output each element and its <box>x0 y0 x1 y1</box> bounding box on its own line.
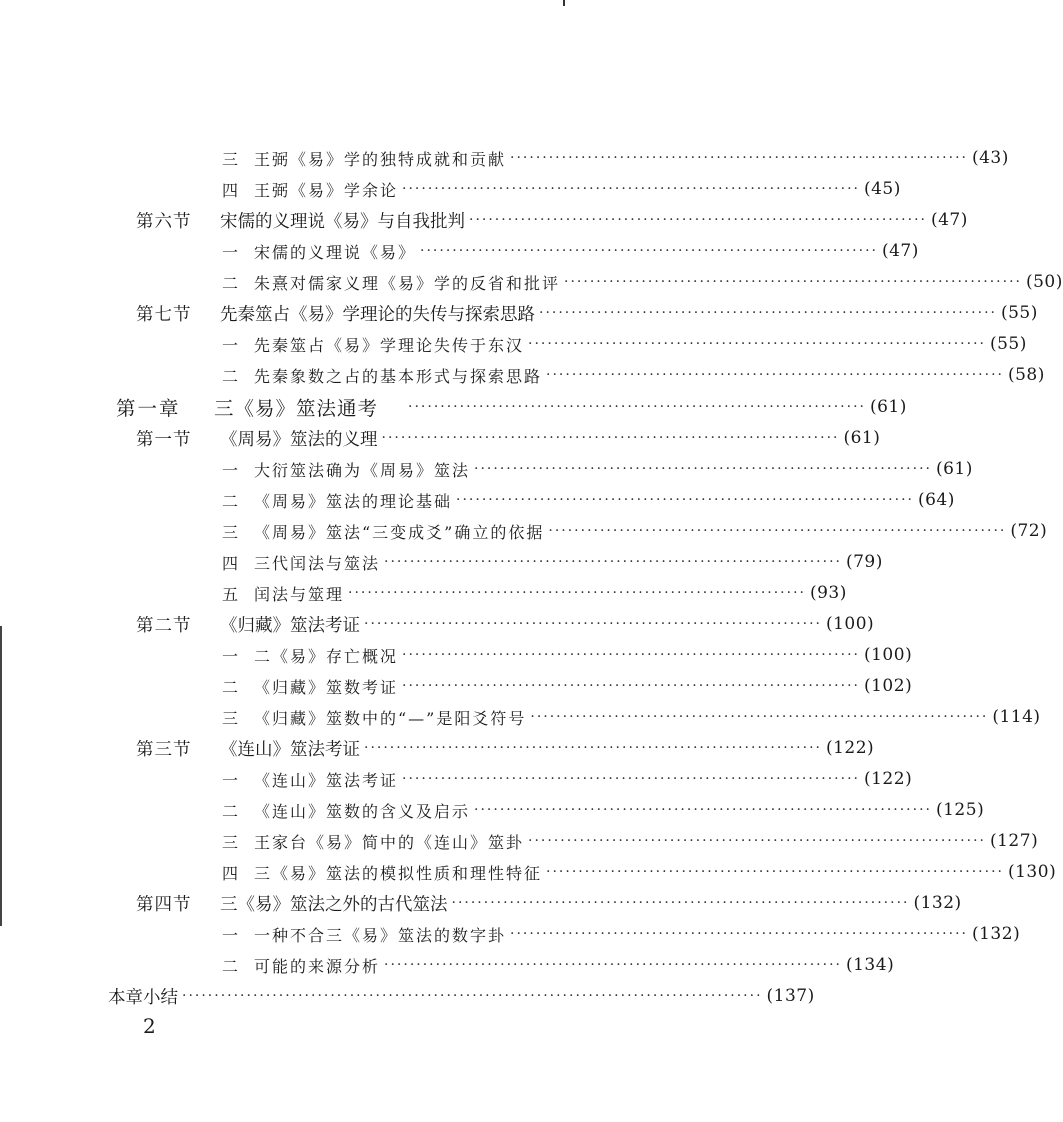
entry-page: (45) <box>863 179 901 199</box>
scan-edge-line <box>0 626 2 926</box>
toc-entry[interactable] <box>222 796 985 824</box>
dot-leader: ······································································· <box>451 895 910 911</box>
entry-page: (61) <box>843 428 881 448</box>
entry-page: (61) <box>869 397 907 417</box>
entry-number: 二 <box>222 956 239 976</box>
entry-title: 先秦筮占《易》学理论失传于东汉 <box>254 335 525 355</box>
dot-leader: ······································································· <box>402 181 860 197</box>
entry-title: 本章小结 <box>108 987 178 1008</box>
entry-page: (55) <box>989 334 1027 354</box>
entry-page: (132) <box>971 924 1021 944</box>
toc-entry[interactable] <box>222 858 1057 886</box>
page-number: 2 <box>143 1014 156 1038</box>
dot-leader: ······································································· <box>546 864 1004 880</box>
dot-leader: ······································································· <box>381 430 840 446</box>
entry-number: 一 <box>222 242 239 262</box>
entry-title: 三代闰法与筮法 <box>254 553 381 573</box>
toc-entry[interactable] <box>222 486 955 514</box>
dot-leader: ······································································· <box>364 740 822 756</box>
entry-page: (43) <box>971 148 1009 168</box>
entry-page: (122) <box>825 738 875 758</box>
entry-page: (55) <box>1000 303 1038 323</box>
entry-page: (50) <box>1025 272 1063 292</box>
entry-number: 一 <box>222 925 239 945</box>
entry-title: 先秦筮占《易》学理论的失传与探索思路 <box>220 304 535 325</box>
entry-title: 《周易》筮法的理论基础 <box>254 491 453 511</box>
entry-number: 三 <box>222 832 239 852</box>
toc-entry-chapter[interactable] <box>116 393 907 421</box>
dot-leader: ······································································· <box>510 150 968 166</box>
entry-title: 《归藏》筮数中的“—”是阳爻符号 <box>254 708 527 728</box>
entry-number: 二 <box>222 801 239 821</box>
entry-number: 四 <box>222 863 239 883</box>
entry-title: 闰法与筮理 <box>254 584 345 604</box>
toc-entry[interactable] <box>222 641 913 669</box>
entry-number: 第六节 <box>136 211 192 232</box>
entry-number: 三 <box>222 708 239 728</box>
entry-page: (100) <box>825 614 875 634</box>
toc-entry[interactable] <box>222 455 973 483</box>
dot-leader: ······································································· <box>548 523 1007 539</box>
entry-page: (61) <box>935 459 973 479</box>
entry-title: 《归藏》筮数考证 <box>254 677 399 697</box>
entry-title: 先秦象数之占的基本形式与探索思路 <box>254 366 543 386</box>
entry-title: 《连山》筮法考证 <box>220 739 360 760</box>
entry-page: (127) <box>989 831 1039 851</box>
entry-number: 二 <box>222 273 239 293</box>
toc-entry[interactable] <box>136 299 1038 327</box>
dot-leader: ······································································· <box>384 957 842 973</box>
dot-leader: ······································································· <box>528 833 986 849</box>
dot-leader: ······································································· <box>402 678 860 694</box>
entry-number: 第一节 <box>136 429 192 450</box>
entry-page: (130) <box>1007 862 1057 882</box>
toc-entry[interactable] <box>136 889 962 917</box>
toc-entry[interactable] <box>222 951 895 979</box>
entry-number: 二 <box>222 366 239 386</box>
dot-leader: ······································································· <box>469 212 927 228</box>
entry-title: 王弼《易》学余论 <box>254 180 399 200</box>
dot-leader: ······································································· <box>402 647 860 663</box>
toc-entry[interactable] <box>222 175 901 203</box>
entry-number: 一 <box>222 770 239 790</box>
entry-title: 三《易》筮法的模拟性质和理性特征 <box>254 863 543 883</box>
entry-number: 五 <box>222 584 239 604</box>
toc-entry[interactable] <box>222 827 1039 855</box>
entry-title: 大衍筮法确为《周易》筮法 <box>254 460 471 480</box>
entry-page: (125) <box>935 800 985 820</box>
toc-entry[interactable] <box>136 206 968 234</box>
dot-leader: ······································································· <box>474 461 932 477</box>
entry-number: 一 <box>222 335 239 355</box>
dot-leader: ······································································· <box>384 554 842 570</box>
dot-leader: ······································································· <box>456 492 914 508</box>
entry-number: 二 <box>222 491 239 511</box>
entry-number: 四 <box>222 180 239 200</box>
entry-number: 三 <box>222 522 239 542</box>
toc-entry[interactable] <box>136 734 875 762</box>
dot-leader: ······································································· <box>402 771 860 787</box>
toc-entry[interactable] <box>222 579 847 607</box>
toc-entry[interactable] <box>136 424 881 452</box>
toc-entry[interactable] <box>222 703 1041 731</box>
dot-leader: ······································································· <box>564 274 1022 290</box>
entry-title: 《归藏》筮法考证 <box>220 615 360 636</box>
entry-page: (64) <box>917 490 955 510</box>
entry-title: 《连山》筮法考证 <box>254 770 399 790</box>
entry-page: (47) <box>881 241 919 261</box>
entry-title: 宋儒的义理说《易》 <box>254 242 417 262</box>
toc-entry-summary[interactable] <box>108 982 815 1010</box>
entry-title: 二《易》存亡概况 <box>254 646 399 666</box>
entry-number: 第四节 <box>136 894 192 915</box>
entry-number: 第三节 <box>136 739 192 760</box>
entry-number: 一 <box>222 460 239 480</box>
dot-leader: ······································································· <box>474 802 932 818</box>
dot-leader: ······································································· <box>510 926 968 942</box>
entry-title: 《周易》筮法的义理 <box>220 429 378 450</box>
entry-number: 第一章 <box>116 397 181 420</box>
entry-number: 一 <box>222 646 239 666</box>
entry-number: 第七节 <box>136 304 192 325</box>
toc-entry[interactable] <box>222 330 1027 358</box>
entry-page: (93) <box>809 583 847 603</box>
toc-entry[interactable] <box>222 548 883 576</box>
entry-title: 宋儒的义理说《易》与自我批判 <box>220 211 465 232</box>
entry-page: (132) <box>913 893 962 913</box>
entry-page: (58) <box>1007 365 1045 385</box>
toc-entry[interactable] <box>222 920 1021 948</box>
entry-number: 二 <box>222 677 239 697</box>
toc-entry[interactable] <box>222 765 913 793</box>
entry-page: (100) <box>863 645 913 665</box>
entry-page: (72) <box>1010 521 1048 541</box>
dot-leader: ······································································· <box>539 305 997 321</box>
toc-entry[interactable] <box>222 144 1009 172</box>
entry-page: (137) <box>766 986 815 1006</box>
dot-leader: ······································································· <box>408 399 866 415</box>
toc-entry[interactable] <box>222 517 1048 545</box>
entry-title: 三《易》筮法之外的古代筮法 <box>220 894 448 915</box>
entry-page: (79) <box>845 552 883 572</box>
dot-leader: ······································································· <box>530 709 989 725</box>
toc-entry[interactable] <box>222 268 1063 296</box>
entry-page: (102) <box>863 676 913 696</box>
entry-page: (134) <box>845 955 895 975</box>
entry-title: 一种不合三《易》筮法的数字卦 <box>254 925 507 945</box>
entry-page: (122) <box>863 769 913 789</box>
dot-leader: ······································································· <box>420 243 878 259</box>
dot-leader: ······································································· <box>364 616 822 632</box>
toc-entry[interactable] <box>136 610 875 638</box>
toc-entry[interactable] <box>222 237 919 265</box>
entry-title: 朱熹对儒家义理《易》学的反省和批评 <box>254 273 561 293</box>
entry-number: 四 <box>222 553 239 573</box>
toc-entry[interactable] <box>222 672 913 700</box>
scan-mark <box>563 0 565 6</box>
entry-title: 《连山》筮数的含义及启示 <box>254 801 471 821</box>
entry-title: 三《易》筮法通考 <box>214 397 379 420</box>
entry-page: (114) <box>992 707 1041 727</box>
dot-leader: ······································································· <box>546 367 1004 383</box>
entry-page: (47) <box>930 210 968 230</box>
entry-title: 可能的来源分析 <box>254 956 381 976</box>
dot-leader: ·························································································· <box>182 988 763 1004</box>
entry-title: 王家台《易》简中的《连山》筮卦 <box>254 832 525 852</box>
dot-leader: ······································································· <box>528 336 986 352</box>
toc-entry[interactable] <box>222 361 1045 389</box>
dot-leader: ······································································· <box>348 585 806 601</box>
entry-number: 第二节 <box>136 615 192 636</box>
entry-title: 《周易》筮法“三变成爻”确立的依据 <box>254 522 545 542</box>
entry-number: 三 <box>222 149 239 169</box>
entry-title: 王弼《易》学的独特成就和贡献 <box>254 149 507 169</box>
